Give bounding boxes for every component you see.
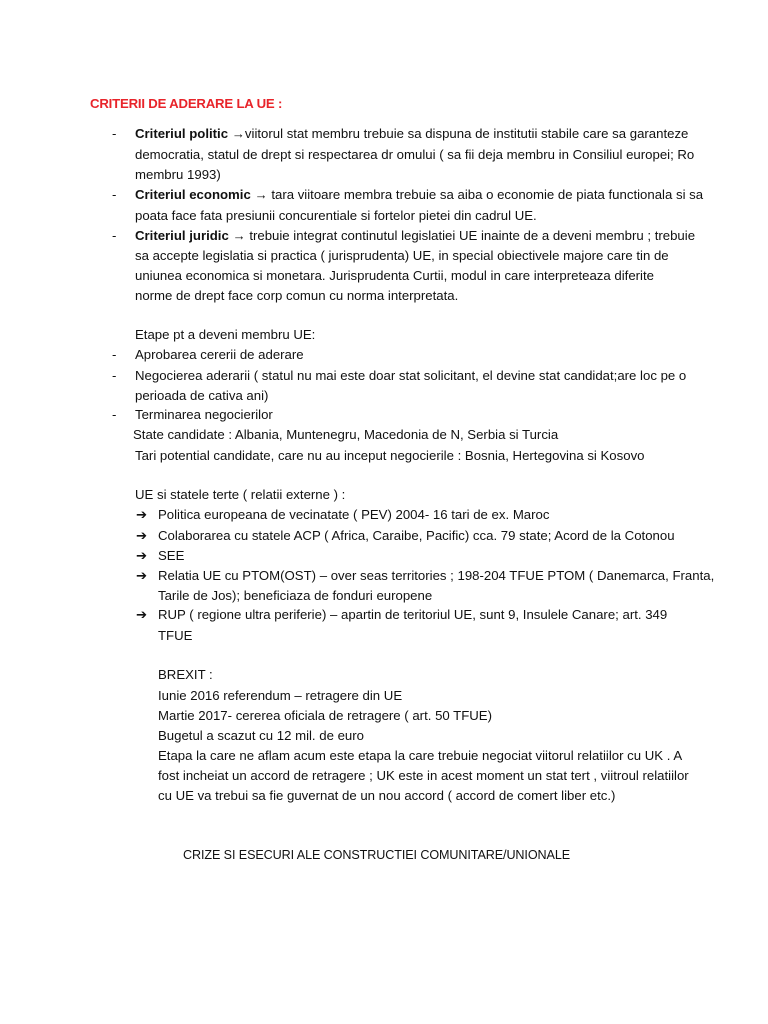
criteria-politic-label: Criteriul politic [135, 126, 229, 141]
bullet-dash: - [112, 407, 117, 422]
brexit-line: fost incheiat un accord de retragere ; UK este in acest moment un stat tert , viitroul relatiilor [158, 768, 689, 783]
relatii-heading: UE si statele terte ( relatii externe ) : [135, 487, 346, 502]
relatii-item: Politica europeana de vecinatate ( PEV) 2004- 16 tari de ex. Maroc [158, 507, 550, 522]
criteria-juridic-line-2: sa accepte legislatia si practica ( jurisprudenta) UE, in special obiectivele majore care tin de [135, 248, 669, 263]
state-candidate: State candidate : Albania, Muntenegru, Macedonia de N, Serbia si Turcia [133, 427, 559, 442]
arrow-bullet-icon: ➔ [136, 607, 148, 622]
bullet-dash: - [112, 187, 117, 202]
criteria-politic-line-3: membru 1993) [135, 167, 221, 182]
etape-item-continuation: perioada de cativa ani) [135, 388, 269, 403]
relatii-item-continuation: Tarile de Jos); beneficiaza de fonduri europene [158, 588, 433, 603]
tari-potential-candidate: Tari potential candidate, care nu au inceput negocierile : Bosnia, Hertegovina si Kosovo [135, 448, 645, 463]
criteria-economic-text-1: → tara viitoare membra trebuie sa aiba o economie de piata functionala si sa [254, 187, 704, 202]
bullet-dash: - [112, 347, 117, 362]
etape-heading: Etape pt a deveni membru UE: [135, 327, 316, 342]
document-title: CRITERII DE ADERARE LA UE : [90, 96, 283, 111]
relatii-item: RUP ( regione ultra periferie) – apartin de teritoriul UE, sunt 9, Insulele Canare; art. 349 [158, 607, 668, 622]
criteria-juridic-text-1: → trebuie integrat continutul legislatiei UE inainte de a deveni membru ; trebuie [232, 228, 696, 243]
criteria-juridic-line-4: norme de drept face corp comun cu norma interpretata. [135, 288, 459, 303]
criteria-politic-line-2: democratia, statul de drept si respectarea dr omului ( sa fii deja membru in Consiliul europei; Ro [135, 147, 695, 162]
relatii-item: Colaborarea cu statele ACP ( Africa, Caraibe, Pacific) cca. 79 state; Acord de la Cotonou [158, 528, 675, 543]
criteria-juridic-label: Criteriul juridic [135, 228, 229, 243]
criteria-politic-line-1 [135, 124, 688, 144]
relatii-item: SEE [158, 548, 185, 563]
brexit-line: Etapa la care ne aflam acum este etapa la care trebuie negociat viitorul relatiilor cu UK . A [158, 748, 683, 763]
arrow-bullet-icon: ➔ [136, 507, 148, 522]
arrow-bullet-icon: ➔ [136, 568, 148, 583]
etape-item: Terminarea negocierilor [135, 407, 273, 422]
bullet-dash: - [112, 228, 117, 243]
criteria-economic-line-2: poata face fata presiunii concurentiale si fortelor pietei din cadrul UE. [135, 208, 537, 223]
bullet-dash: - [112, 368, 117, 383]
brexit-line: Bugetul a scazut cu 12 mil. de euro [158, 728, 364, 743]
crize-heading: CRIZE SI ESECURI ALE CONSTRUCTIEI COMUNITARE/UNIONALE [183, 848, 571, 862]
criteria-economic-label: Criteriul economic [135, 187, 251, 202]
criteria-economic-line-1 [135, 185, 703, 205]
etape-item: Negocierea aderarii ( statul nu mai este doar stat solicitant, el devine stat candidat;are loc pe o [135, 368, 687, 383]
etape-item: Aprobarea cererii de aderare [135, 347, 304, 362]
bullet-dash: - [112, 126, 117, 141]
brexit-heading: BREXIT : [158, 667, 213, 682]
criteria-politic-text-1: →viitorul stat membru trebuie sa dispuna de institutii stabile care sa garanteze [231, 126, 689, 141]
relatii-item-continuation: TFUE [158, 628, 193, 643]
arrow-bullet-icon: ➔ [136, 528, 148, 543]
brexit-line: cu UE va trebui sa fie guvernat de un nou accord ( accord de comert liber etc.) [158, 788, 616, 803]
criteria-juridic-line-3: uniunea economica si monetara. Jurisprudenta Curtii, modul in care interpreteaza diferite [135, 268, 654, 283]
relatii-item: Relatia UE cu PTOM(OST) – over seas territories ; 198-204 TFUE PTOM ( Danemarca, Franta, [158, 568, 715, 583]
arrow-bullet-icon: ➔ [136, 548, 148, 563]
criteria-juridic-line-1 [135, 226, 695, 246]
brexit-line: Iunie 2016 referendum – retragere din UE [158, 688, 403, 703]
brexit-line: Martie 2017- cererea oficiala de retragere ( art. 50 TFUE) [158, 708, 492, 723]
